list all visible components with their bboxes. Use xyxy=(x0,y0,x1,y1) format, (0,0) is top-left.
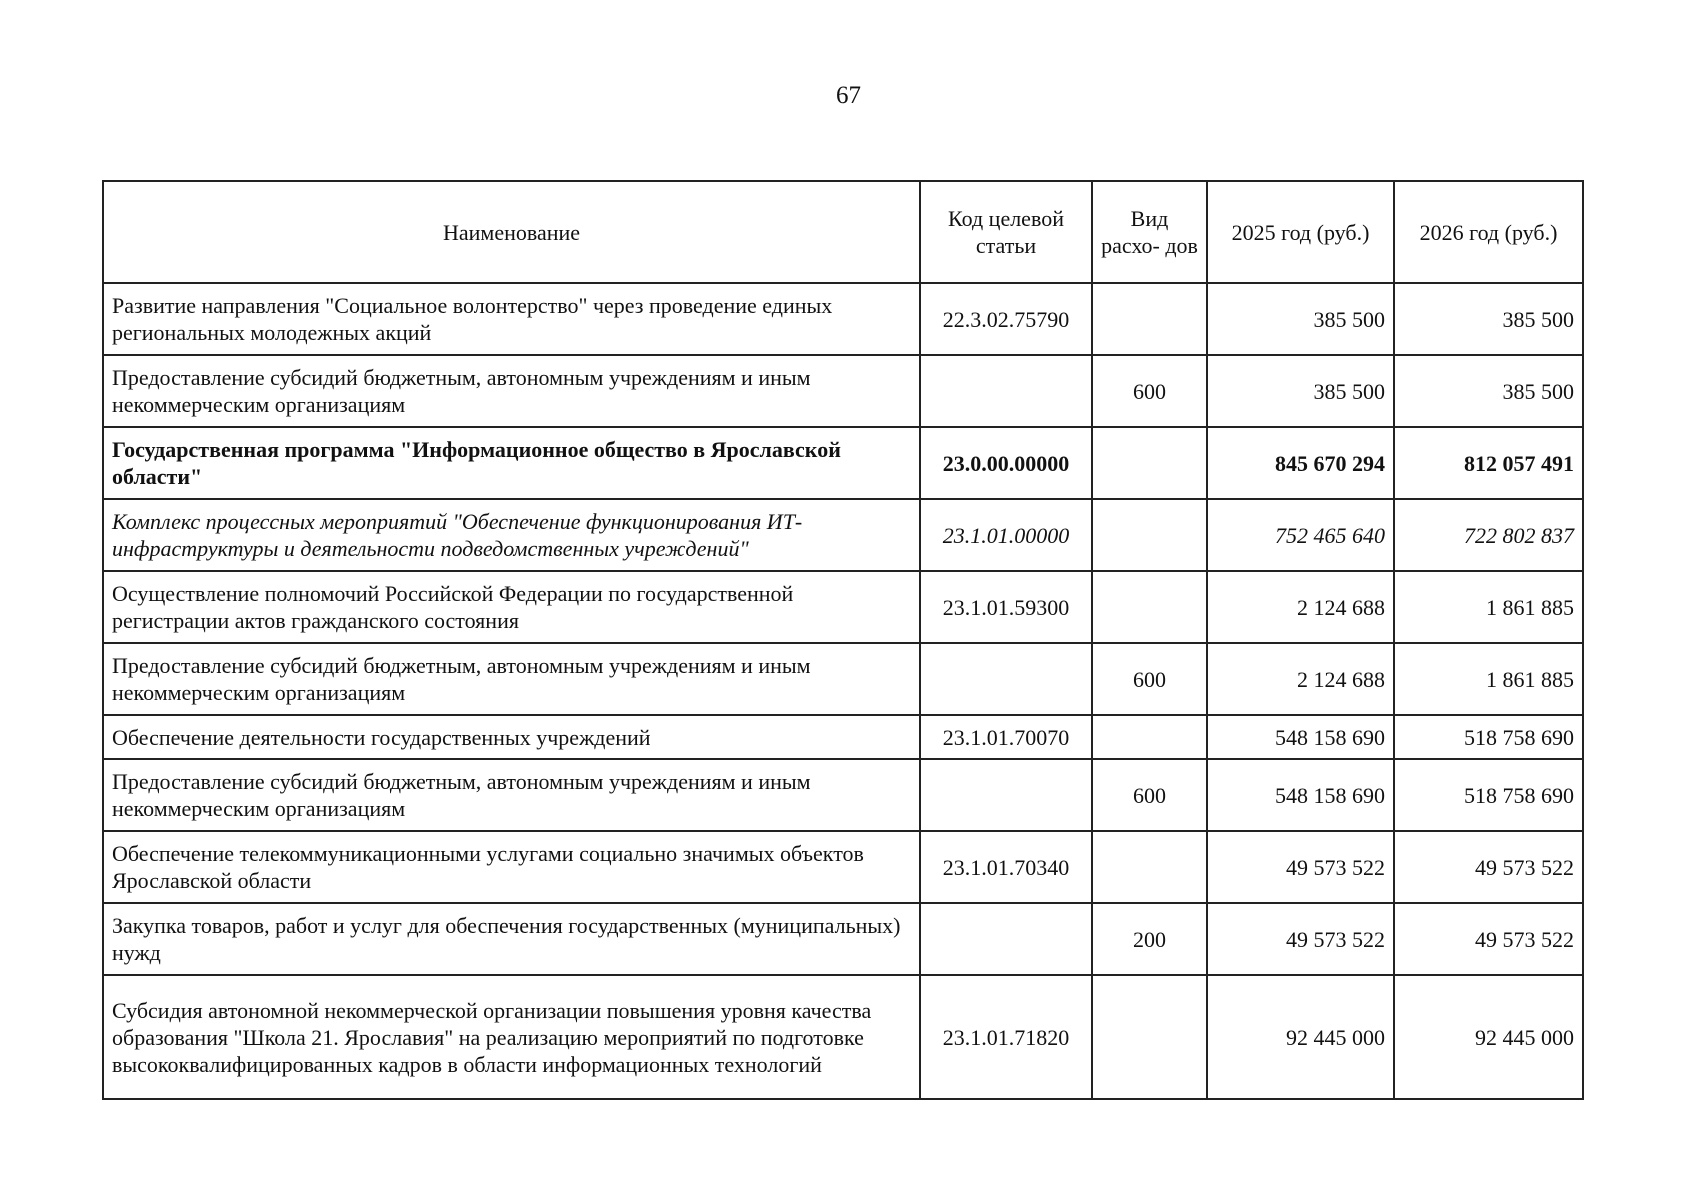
cell-code xyxy=(920,355,1092,427)
cell-y2025: 752 465 640 xyxy=(1207,499,1394,571)
header-code: Код целевой статьи xyxy=(920,181,1092,283)
cell-name: Обеспечение деятельности государственных учреждений xyxy=(103,715,920,759)
table-row xyxy=(103,643,1583,715)
cell-kind: 600 xyxy=(1092,643,1207,715)
header-2026: 2026 год (руб.) xyxy=(1394,181,1583,283)
cell-kind: 200 xyxy=(1092,903,1207,975)
page-number: 67 xyxy=(836,82,861,109)
table-row xyxy=(103,355,1583,427)
cell-y2025: 2 124 688 xyxy=(1207,643,1394,715)
table-row xyxy=(103,283,1583,355)
cell-code: 23.0.00.00000 xyxy=(920,427,1092,499)
cell-kind: 600 xyxy=(1092,355,1207,427)
cell-y2025: 385 500 xyxy=(1207,283,1394,355)
cell-code xyxy=(920,903,1092,975)
cell-y2025: 92 445 000 xyxy=(1207,975,1394,1099)
table-row xyxy=(103,499,1583,571)
table-header-row xyxy=(103,181,1583,283)
cell-y2026: 518 758 690 xyxy=(1394,715,1583,759)
cell-kind xyxy=(1092,499,1207,571)
table-row xyxy=(103,759,1583,831)
cell-y2025: 2 124 688 xyxy=(1207,571,1394,643)
cell-kind xyxy=(1092,427,1207,499)
cell-y2025: 845 670 294 xyxy=(1207,427,1394,499)
cell-name: Субсидия автономной некоммерческой организации повышения уровня качества образования "Школа 21. Ярославия" на реализацию мероприятий по подготовке высококвалифицированных кадров в области информационных технологий xyxy=(103,975,920,1099)
cell-y2026: 385 500 xyxy=(1394,355,1583,427)
cell-code: 23.1.01.70070 xyxy=(920,715,1092,759)
header-kind: Вид расхо- дов xyxy=(1092,181,1207,283)
header-2025: 2025 год (руб.) xyxy=(1207,181,1394,283)
cell-code: 22.3.02.75790 xyxy=(920,283,1092,355)
cell-name: Предоставление субсидий бюджетным, автономным учреждениям и иным некоммерческим организациям xyxy=(103,355,920,427)
header-name: Наименование xyxy=(103,181,920,283)
cell-name: Обеспечение телекоммуникационными услугами социально значимых объектов Ярославской области xyxy=(103,831,920,903)
cell-name: Предоставление субсидий бюджетным, автономным учреждениям и иным некоммерческим организациям xyxy=(103,643,920,715)
cell-code xyxy=(920,643,1092,715)
cell-y2026: 1 861 885 xyxy=(1394,571,1583,643)
table-row xyxy=(103,903,1583,975)
cell-kind: 600 xyxy=(1092,759,1207,831)
cell-code xyxy=(920,759,1092,831)
cell-y2026: 812 057 491 xyxy=(1394,427,1583,499)
cell-y2026: 92 445 000 xyxy=(1394,975,1583,1099)
cell-kind xyxy=(1092,571,1207,643)
cell-name: Предоставление субсидий бюджетным, автономным учреждениям и иным некоммерческим организациям xyxy=(103,759,920,831)
cell-name: Комплекс процессных мероприятий "Обеспечение функционирования ИТ-инфраструктуры и деятельности подведомственных учреждений" xyxy=(103,499,920,571)
table-row xyxy=(103,715,1583,759)
cell-name: Развитие направления "Социальное волонтерство" через проведение единых региональных молодежных акций xyxy=(103,283,920,355)
cell-kind xyxy=(1092,283,1207,355)
cell-code: 23.1.01.71820 xyxy=(920,975,1092,1099)
cell-kind xyxy=(1092,831,1207,903)
cell-y2026: 722 802 837 xyxy=(1394,499,1583,571)
table-row xyxy=(103,831,1583,903)
cell-code: 23.1.01.00000 xyxy=(920,499,1092,571)
table-body xyxy=(103,283,1583,1099)
cell-kind xyxy=(1092,715,1207,759)
cell-y2026: 49 573 522 xyxy=(1394,903,1583,975)
cell-y2026: 1 861 885 xyxy=(1394,643,1583,715)
cell-y2025: 385 500 xyxy=(1207,355,1394,427)
cell-y2026: 385 500 xyxy=(1394,283,1583,355)
cell-name: Закупка товаров, работ и услуг для обеспечения государственных (муниципальных) нужд xyxy=(103,903,920,975)
cell-code: 23.1.01.59300 xyxy=(920,571,1092,643)
cell-y2025: 49 573 522 xyxy=(1207,831,1394,903)
cell-y2025: 548 158 690 xyxy=(1207,759,1394,831)
cell-code: 23.1.01.70340 xyxy=(920,831,1092,903)
budget-table xyxy=(102,180,1584,1100)
cell-kind xyxy=(1092,975,1207,1099)
table-row xyxy=(103,571,1583,643)
cell-name: Государственная программа "Информационное общество в Ярославской области" xyxy=(103,427,920,499)
table-row xyxy=(103,975,1583,1099)
cell-y2025: 49 573 522 xyxy=(1207,903,1394,975)
cell-y2025: 548 158 690 xyxy=(1207,715,1394,759)
table-row xyxy=(103,427,1583,499)
cell-y2026: 49 573 522 xyxy=(1394,831,1583,903)
cell-name: Осуществление полномочий Российской Федерации по государственной регистрации актов гражданского состояния xyxy=(103,571,920,643)
cell-y2026: 518 758 690 xyxy=(1394,759,1583,831)
